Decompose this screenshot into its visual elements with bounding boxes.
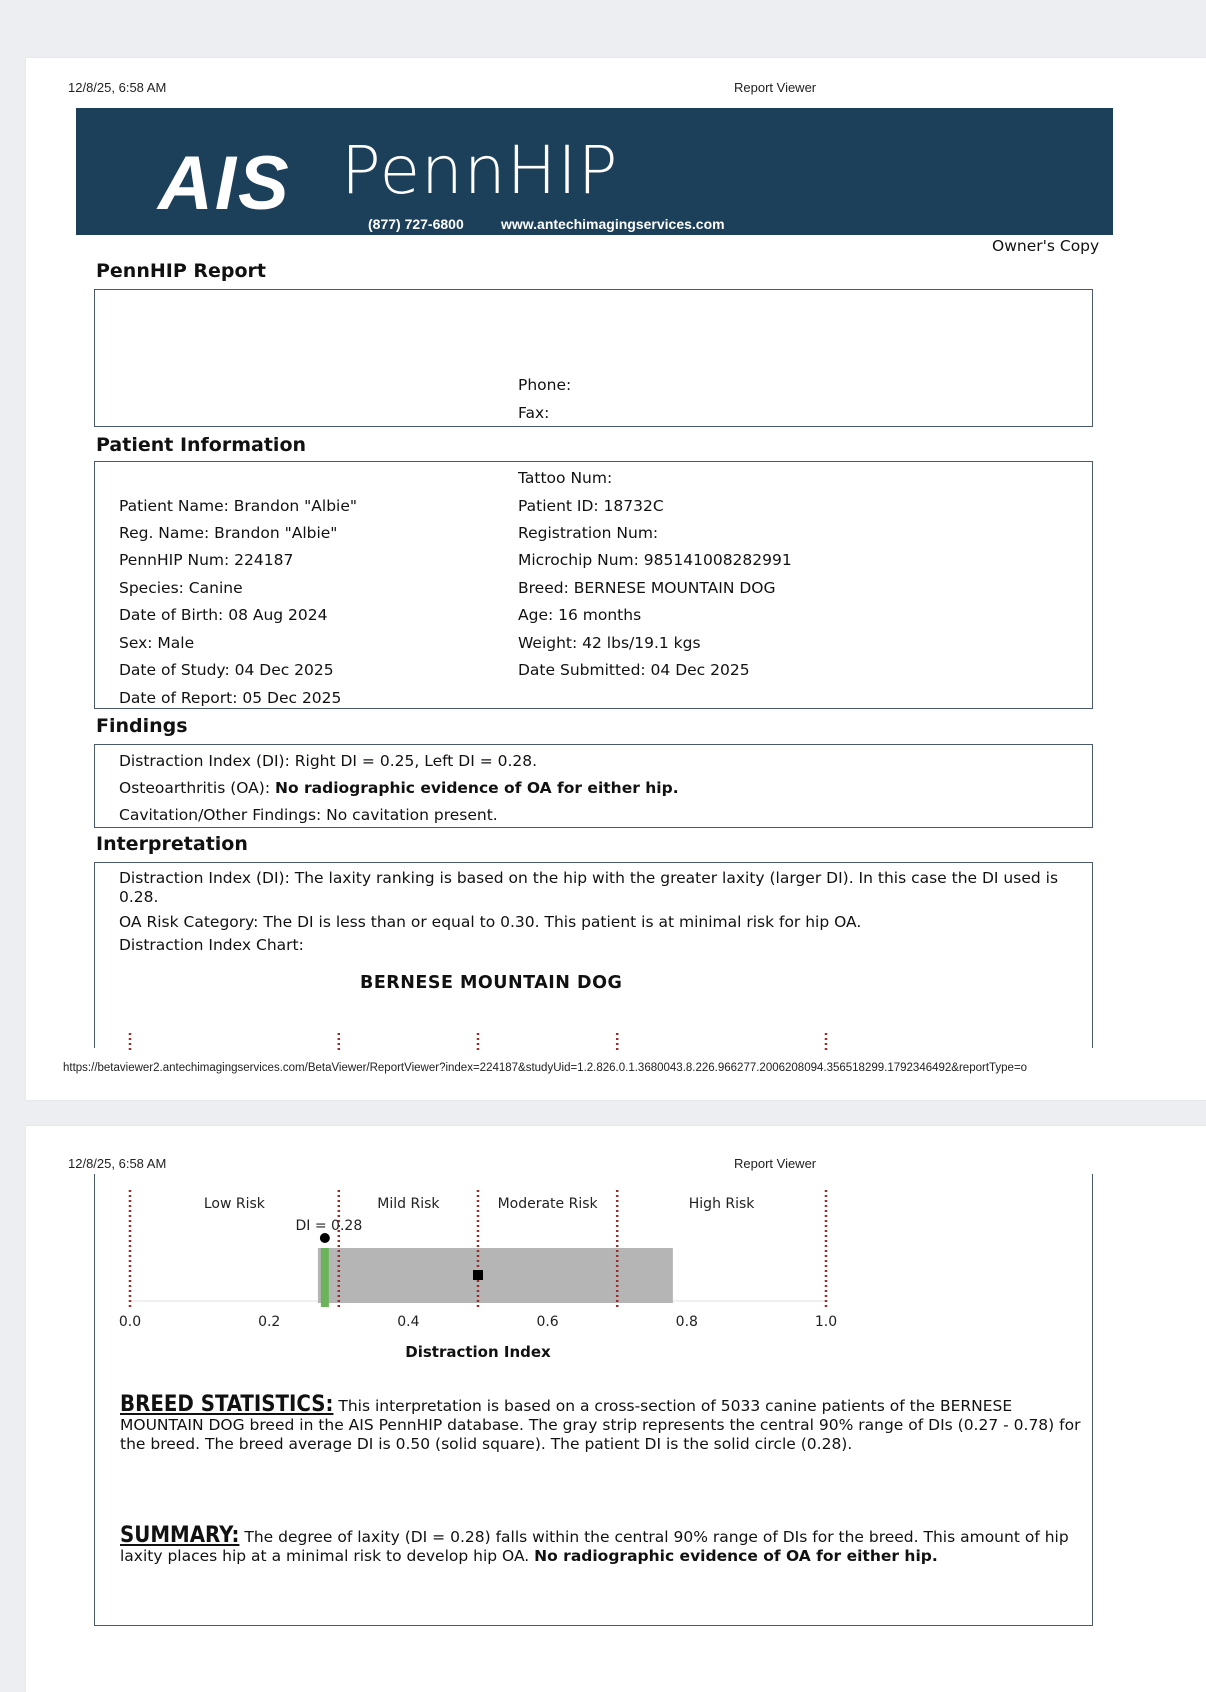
risk-label-2: Moderate Risk bbox=[497, 1196, 598, 1212]
date-submitted: Date Submitted: 04 Dec 2025 bbox=[518, 661, 750, 679]
findings-oa-label: Osteoarthritis (OA): bbox=[119, 779, 275, 797]
breed-stats-line3: the breed. The breed average DI is 0.50 (solid square). The patient DI is the solid circle (0.28). bbox=[120, 1435, 853, 1453]
breed-stats-text1: This interpretation is based on a cross-section of 5033 canine patients of the BERNESE bbox=[338, 1397, 1013, 1415]
interp-di-line2: 0.28. bbox=[119, 888, 159, 906]
fax-label: Fax: bbox=[518, 404, 550, 422]
age: Age: 16 months bbox=[518, 606, 642, 624]
species: Species: Canine bbox=[119, 579, 243, 597]
pennhip-logo: PennHIP bbox=[341, 132, 619, 209]
breed-stats-line1 bbox=[120, 1392, 1100, 1417]
microchip-num: Microchip Num: 985141008282991 bbox=[518, 551, 792, 569]
breed-range-strip bbox=[318, 1248, 673, 1303]
chart-breed-title: BERNESE MOUNTAIN DOG bbox=[360, 973, 623, 993]
interpretation-title: Interpretation bbox=[96, 833, 248, 855]
date-of-report: Date of Report: 05 Dec 2025 bbox=[119, 689, 342, 707]
summary-heading: SUMMARY: bbox=[120, 1523, 240, 1548]
weight: Weight: 42 lbs/19.1 kgs bbox=[518, 634, 701, 652]
patient-di-bar bbox=[321, 1248, 329, 1307]
x-tick-label-1: 0.2 bbox=[258, 1314, 281, 1330]
print-timestamp: 12/8/25, 6:58 AM bbox=[68, 80, 167, 95]
summary bbox=[120, 1523, 1100, 1566]
banner-website: www.antechimagingservices.com bbox=[501, 216, 725, 232]
risk-label-3: High Risk bbox=[688, 1196, 755, 1212]
viewer-title-2: Report Viewer bbox=[734, 1156, 817, 1171]
summary-text1: The degree of laxity (DI = 0.28) falls within the central 90% range of DIs for the breed. This amount of hip bbox=[244, 1528, 1069, 1546]
owners-copy-label: Owner's Copy bbox=[992, 237, 1100, 255]
patient-id: Patient ID: 18732C bbox=[518, 497, 664, 515]
x-tick-label-3: 0.6 bbox=[536, 1314, 559, 1330]
x-tick-label-0: 0.0 bbox=[118, 1314, 142, 1330]
sex: Sex: Male bbox=[119, 634, 195, 652]
pennhip-num: PennHIP Num: 224187 bbox=[119, 551, 294, 569]
viewer-title: Report Viewer bbox=[734, 80, 817, 95]
chart-top-fragment bbox=[26, 58, 1206, 1100]
date-of-study: Date of Study: 04 Dec 2025 bbox=[119, 661, 334, 679]
x-tick-label-5: 1.0 bbox=[814, 1314, 838, 1330]
findings-cavitation: Cavitation/Other Findings: No cavitation present. bbox=[119, 806, 498, 824]
print-timestamp-2: 12/8/25, 6:58 AM bbox=[68, 1156, 167, 1171]
registration-num: Registration Num: bbox=[518, 524, 659, 542]
patient-name: Patient Name: Brandon "Albie" bbox=[119, 497, 358, 515]
interp-chart-label: Distraction Index Chart: bbox=[119, 936, 304, 954]
phone-label: Phone: bbox=[518, 376, 572, 394]
date-of-birth: Date of Birth: 08 Aug 2024 bbox=[119, 606, 328, 624]
findings-oa-value: No radiographic evidence of OA for either hip. bbox=[274, 779, 679, 797]
patient-di-circle bbox=[320, 1233, 330, 1243]
report-page-2 bbox=[26, 1126, 1206, 1692]
patient-di-label: DI = 0.28 bbox=[295, 1218, 363, 1234]
breed-stats-line2: MOUNTAIN DOG breed in the AIS PennHIP database. The gray strip represents the central 90% range of DIs (0.27 - 0.78) for bbox=[120, 1416, 1081, 1434]
summary-bold: No radiographic evidence of OA for either hip. bbox=[534, 1547, 938, 1565]
summary-line1 bbox=[120, 1523, 1100, 1548]
report-title: PennHIP Report bbox=[96, 260, 266, 282]
reg-name: Reg. Name: Brandon "Albie" bbox=[119, 524, 338, 542]
page-url: https://betaviewer2.antechimagingservices.com/BetaViewer/ReportViewer?index=224187&studyUid=1.2.826.0.1.3680043.8.226.966277.2006208094.356518299.1792346492&reportType=o bbox=[63, 1062, 1028, 1074]
report-page-1 bbox=[26, 58, 1206, 1100]
findings-title: Findings bbox=[96, 715, 188, 737]
interp-di-line1: Distraction Index (DI): The laxity ranking is based on the hip with the greater laxity (larger DI). In this case the DI used is bbox=[119, 869, 1059, 887]
risk-label-0: Low Risk bbox=[203, 1196, 265, 1212]
interp-oa-risk: OA Risk Category: The DI is less than or equal to 0.30. This patient is at minimal risk for hip OA. bbox=[119, 913, 862, 931]
patient-info-title: Patient Information bbox=[96, 434, 307, 456]
findings-di: Distraction Index (DI): Right DI = 0.25, Left DI = 0.28. bbox=[119, 752, 538, 770]
breed-average-square bbox=[473, 1270, 483, 1280]
summary-text2: laxity places hip at a minimal risk to develop hip OA. bbox=[120, 1547, 535, 1565]
breed-stats-heading: BREED STATISTICS: bbox=[120, 1392, 334, 1417]
ais-logo: AIS bbox=[158, 141, 291, 226]
summary-line2 bbox=[120, 1547, 1100, 1566]
tattoo-num: Tattoo Num: bbox=[518, 469, 613, 487]
x-tick-label-2: 0.4 bbox=[397, 1314, 420, 1330]
banner-phone: (877) 727-6800 bbox=[368, 216, 464, 232]
risk-label-1: Mild Risk bbox=[377, 1196, 440, 1212]
breed-statistics bbox=[120, 1392, 1100, 1454]
x-axis-label: Distraction Index bbox=[405, 1343, 551, 1361]
breed: Breed: BERNESE MOUNTAIN DOG bbox=[518, 579, 776, 597]
x-tick-label-4: 0.8 bbox=[675, 1314, 698, 1330]
